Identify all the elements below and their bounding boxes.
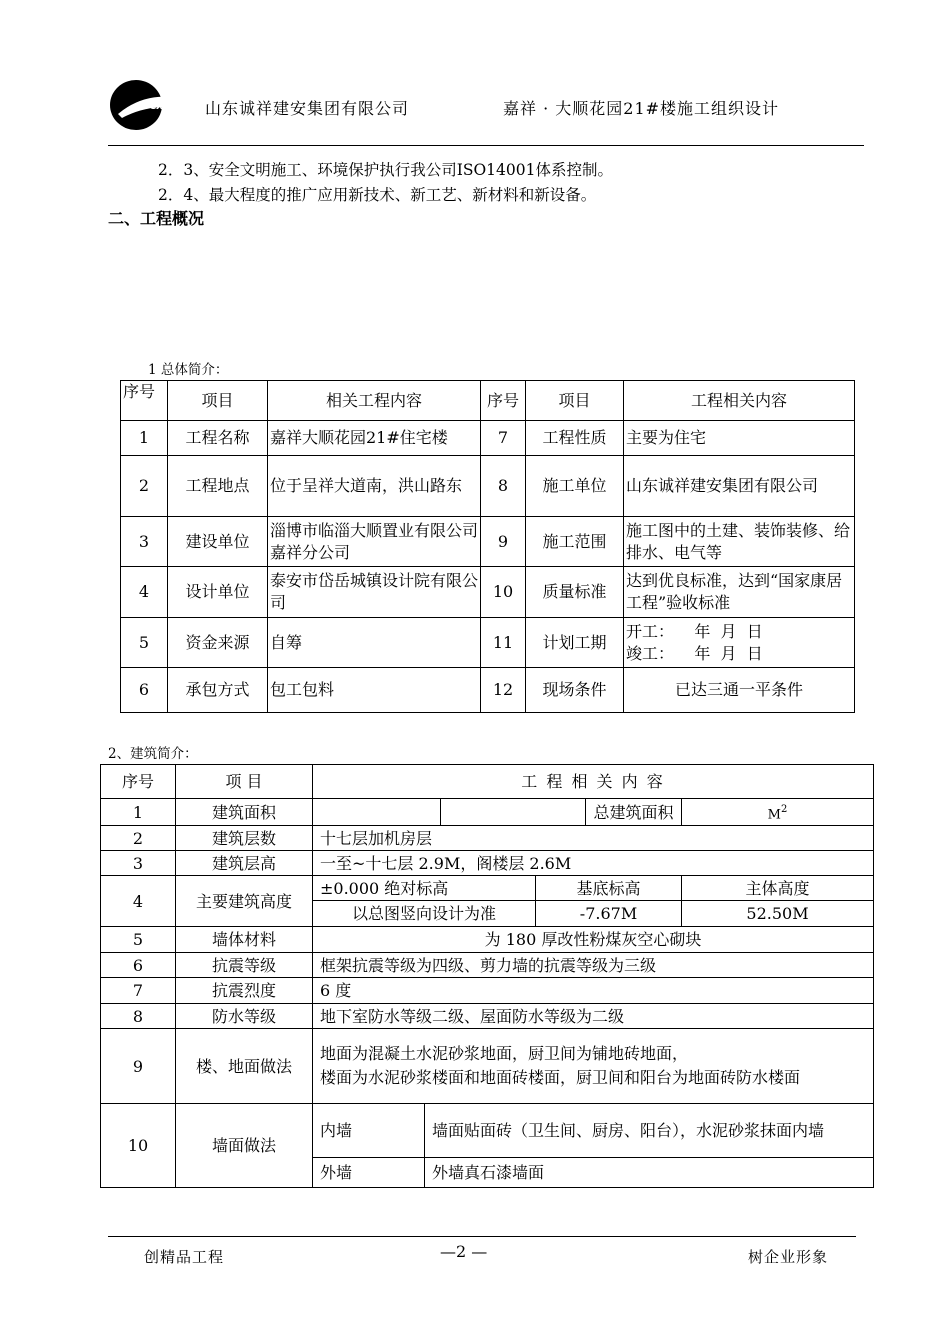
table-cell: 9: [101, 1029, 176, 1104]
table-cell: 施工图中的土建、装饰装修、给排水、电气等: [624, 517, 855, 567]
header-doc-title: 嘉祥 · 大顺花园21#楼施工组织设计: [503, 99, 780, 118]
table-header-row: [121, 381, 855, 421]
header-cell: 相关工程内容: [268, 381, 481, 421]
table-cell: 以总图竖向设计为准: [313, 901, 536, 927]
table-cell: 52.50M: [682, 901, 874, 927]
table-cell: 2: [121, 456, 168, 517]
table-cell: 4: [121, 567, 168, 618]
table-row: [101, 1104, 874, 1158]
header-cell: 序号: [121, 381, 168, 421]
table-cell: 3: [121, 517, 168, 567]
area-unit-cell: [682, 799, 874, 826]
table-cell: 1: [101, 799, 176, 826]
table-row: [121, 567, 855, 618]
page-number: —2 —: [440, 1242, 488, 1261]
table-cell: ±0.000 绝对标高: [313, 876, 536, 901]
building-table: [100, 764, 874, 1188]
table-cell: 工程名称: [168, 421, 268, 456]
table-cell: 已达三通一平条件: [624, 668, 855, 713]
table-cell: 山东诚祥建安集团有限公司: [624, 456, 855, 517]
table-cell: 包工包料: [268, 668, 481, 713]
table-row: [101, 927, 874, 953]
header-cell: 序号: [101, 765, 176, 799]
table-cell: 设计单位: [168, 567, 268, 618]
table-cell: 外墙真石漆墙面: [425, 1158, 874, 1188]
table-row: [121, 456, 855, 517]
table-cell: 2: [101, 826, 176, 851]
table-cell: 8: [481, 456, 526, 517]
table-cell: 9: [481, 517, 526, 567]
table-cell: 资金来源: [168, 618, 268, 668]
table-cell: 墙面做法: [176, 1104, 313, 1188]
table-row: [121, 618, 855, 668]
table-cell: 嘉祥大顺花园21#住宅楼: [268, 421, 481, 456]
table-cell: 主要建筑高度: [176, 876, 313, 927]
company-logo: [108, 78, 180, 132]
table-cell: 7: [481, 421, 526, 456]
table-cell: 建筑层高: [176, 851, 313, 876]
table-cell: 6: [101, 953, 176, 978]
table-cell: 基底标高: [536, 876, 682, 901]
table-cell: 框架抗震等级为四级、剪力墙的抗震等级为三级: [313, 953, 874, 978]
table-row: [121, 668, 855, 713]
table-row: [101, 1029, 874, 1104]
header-cell: 工程相关内容: [624, 381, 855, 421]
table-cell: 施工范围: [526, 517, 624, 567]
section-title: 二、工程概况: [108, 209, 205, 228]
table-cell: 墙体材料: [176, 927, 313, 953]
table-cell: 3: [101, 851, 176, 876]
table-cell-empty: [313, 799, 441, 826]
table-cell: 主要为住宅: [624, 421, 855, 456]
floor-finish-line: 地面为混凝土水泥砂浆地面，厨卫间为铺地砖地面，: [320, 1044, 689, 1064]
table-cell: 8: [101, 1004, 176, 1029]
table-cell: 5: [101, 927, 176, 953]
table-cell: 建筑面积: [176, 799, 313, 826]
table-cell: 工程性质: [526, 421, 624, 456]
footer-slogan-left: 创精品工程: [144, 1248, 225, 1266]
table-cell: 防水等级: [176, 1004, 313, 1029]
table-cell: 达到优良标准，达到“国家康居工程”验收标准: [624, 567, 855, 618]
table-cell: 1: [121, 421, 168, 456]
header-cell: 项目: [168, 381, 268, 421]
table-cell: 建设单位: [168, 517, 268, 567]
table-cell: 为 180 厚改性粉煤灰空心砌块: [313, 927, 874, 953]
table-cell: 墙面贴面砖（卫生间、厨房、阳台），水泥砂浆抹面内墙: [425, 1104, 874, 1158]
table-cell-empty: [441, 799, 586, 826]
paragraph-2-3: 2．3、安全文明施工、环境保护执行我公司ISO14001体系控制。: [158, 161, 613, 179]
area-unit-sup: 2: [780, 804, 788, 815]
table-row: [101, 876, 874, 901]
table-cell: 7: [101, 978, 176, 1004]
table-cell: 主体高度: [682, 876, 874, 901]
table-row: [101, 953, 874, 978]
table-cell: 12: [481, 668, 526, 713]
table-cell: 地下室防水等级二级、屋面防水等级为二级: [313, 1004, 874, 1029]
header-cell: 序号: [481, 381, 526, 421]
table-row: [101, 851, 874, 876]
header-company: 山东诚祥建安集团有限公司: [205, 99, 410, 118]
table-cell: 抗震烈度: [176, 978, 313, 1004]
table-cell: 十七层加机房层: [313, 826, 874, 851]
table-cell: 建筑层数: [176, 826, 313, 851]
table-cell: 位于呈祥大道南，洪山路东: [268, 456, 481, 517]
table-cell: -7.67M: [536, 901, 682, 927]
overview-table: [120, 380, 855, 713]
table-header-row: [101, 765, 874, 799]
table-cell: 淄博市临淄大顺置业有限公司嘉祥分公司: [268, 517, 481, 567]
table-cell: 11: [481, 618, 526, 668]
paragraph-2-4: 2．4、最大程度的推广应用新技术、新工艺、新材料和新设备。: [158, 186, 597, 204]
floor-finish-line: 楼面为水泥砂浆楼面和地面砖楼面，厨卫间和阳台为地面砖防水楼面: [320, 1068, 801, 1088]
finish-date-text: 竣工： 年 月 日: [626, 643, 763, 663]
table-cell: 内墙: [313, 1104, 425, 1158]
header-rule: [108, 145, 864, 146]
table-cell: 总建筑面积: [586, 799, 682, 826]
floor-finish-cell: [313, 1029, 874, 1104]
table-cell: 10: [481, 567, 526, 618]
table-row: [101, 799, 874, 826]
table-cell: 抗震等级: [176, 953, 313, 978]
header-cell: 工 程 相 关 内 容: [313, 765, 874, 799]
table-row: [101, 826, 874, 851]
header-cell: 项 目: [176, 765, 313, 799]
table-cell: 计划工期: [526, 618, 624, 668]
building-caption: 2、建筑简介：: [108, 746, 198, 762]
table-row: [101, 978, 874, 1004]
table-cell: 4: [101, 876, 176, 927]
table-cell: 施工单位: [526, 456, 624, 517]
table-cell: 承包方式: [168, 668, 268, 713]
logo-text: SDCX: [136, 102, 164, 112]
table-cell: 泰安市岱岳城镇设计院有限公司: [268, 567, 481, 618]
table-cell: 一至~十七层 2.9M，阁楼层 2.6M: [313, 851, 874, 876]
table-cell: 质量标准: [526, 567, 624, 618]
table-cell: 10: [101, 1104, 176, 1188]
table-cell: 现场条件: [526, 668, 624, 713]
footer-slogan-right: 树企业形象: [748, 1248, 829, 1266]
table-cell: 5: [121, 618, 168, 668]
table-cell: 6 度: [313, 978, 874, 1004]
table-cell: 自筹: [268, 618, 481, 668]
table-cell: 外墙: [313, 1158, 425, 1188]
header-cell: 项目: [526, 381, 624, 421]
table-row: [101, 1004, 874, 1029]
table-row: [121, 421, 855, 456]
table-cell: 楼、地面做法: [176, 1029, 313, 1104]
table-row: [121, 517, 855, 567]
area-unit: M: [767, 807, 781, 823]
schedule-cell: [624, 618, 855, 668]
table-cell: 工程地点: [168, 456, 268, 517]
overview-caption: 1 总体简介：: [148, 362, 229, 378]
footer-rule: [108, 1236, 856, 1237]
table-cell: 6: [121, 668, 168, 713]
start-date-text: 开工： 年 月 日: [626, 621, 763, 641]
